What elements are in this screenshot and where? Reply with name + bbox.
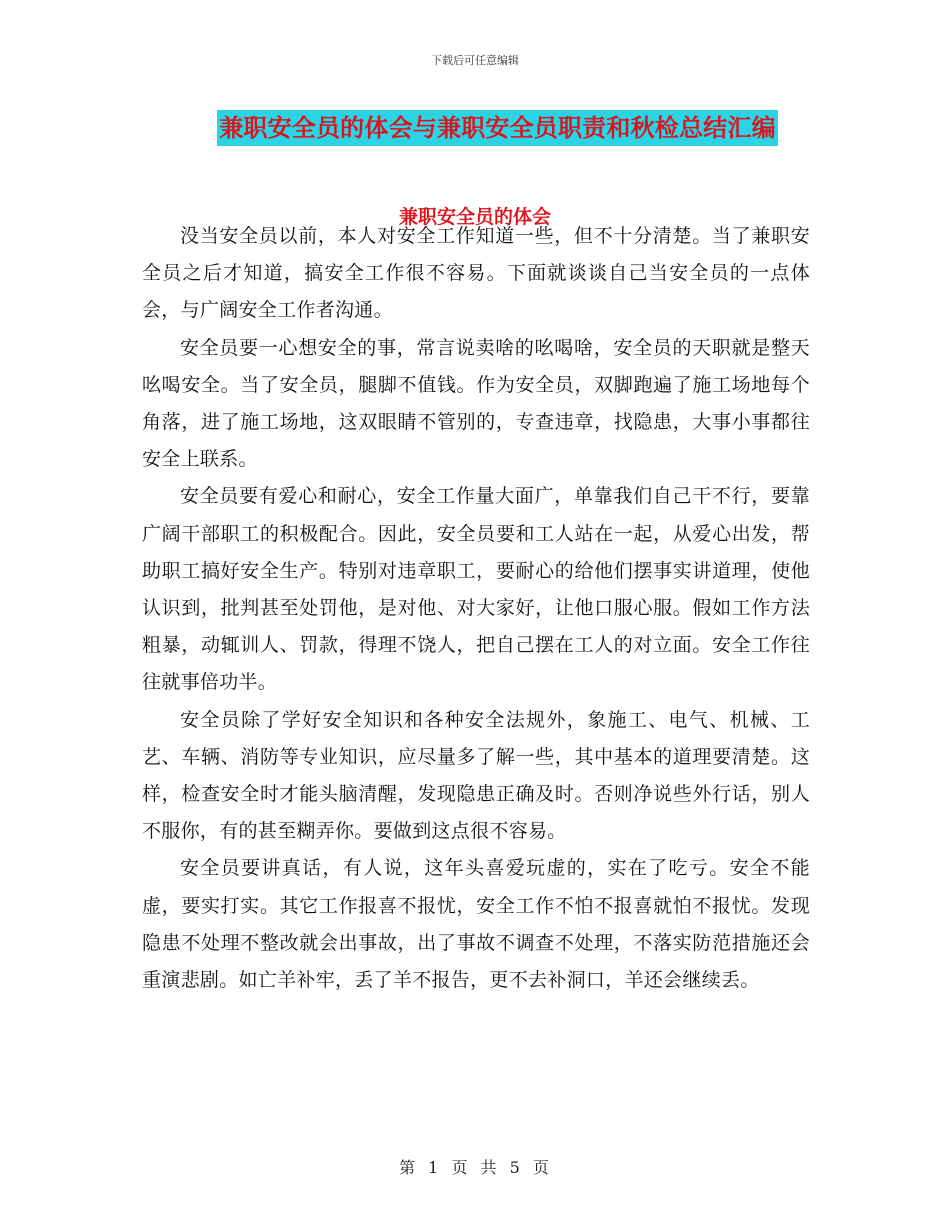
title-container [0,110,950,146]
header-note: 下载后可任意编辑 [431,54,519,67]
paragraph: 安全员要有爱心和耐心，安全工作量大面广，单靠我们自己干不行，要靠广阔干部职工的积极配合。因此，安全员要和工人站在一起，从爱心出发，帮助职工搞好安全生产。特别对违章职工，要耐心的给他们摆事实讲道理，使他认识到，批判甚至处罚他，是对他、对大家好，让他口服心服。假如工作方法粗暴，动辄训人、罚款，得理不饶人，把自己摆在工人的对立面。安全工作往往就事倍功半。 [142,485,810,694]
paragraph: 安全员要一心想安全的事，常言说卖啥的吆喝啥，安全员的天职就是整天吆喝安全。当了安全员，腿脚不值钱。作为安全员，双脚跑遍了施工场地每个角落，进了施工场地，这双眼睛不管别的，专查违章，找隐患，大事小事都往安全上联系。 [142,336,810,471]
document-title: 兼职安全员的体会与兼职安全员职责和秋检总结汇编 [217,110,778,146]
document-body [142,218,810,999]
paragraph: 没当安全员以前，本人对安全工作知道一些，但不十分清楚。当了兼职安全员之后才知道，搞安全工作很不容易。下面就谈谈自己当安全员的一点体会，与广阔安全工作者沟通。 [142,225,810,322]
paragraph: 安全员要讲真话，有人说，这年头喜爱玩虚的，实在了吃亏。安全不能虚，要实打实。其它工作报喜不报忧，安全工作不怕不报喜就怕不报忧。发现隐患不处理不整改就会出事故，出了事故不调查不处理，不落实防范措施还会重演悲剧。如亡羊补牢，丢了羊不报告，更不去补洞口，羊还会继续丢。 [142,857,810,992]
section-title: 兼职安全员的体会 [398,206,551,228]
paragraph: 安全员除了学好安全知识和各种安全法规外，象施工、电气、机械、工艺、车辆、消防等专业知识，应尽量多了解一些，其中基本的道理要清楚。这样，检查安全时才能头脑清醒，发现隐患正确及时。否则净说些外行话，别人不服你，有的甚至糊弄你。要做到这点很不容易。 [142,708,810,843]
page-footer: 第 1 页 共 5 页 [399,1158,551,1177]
